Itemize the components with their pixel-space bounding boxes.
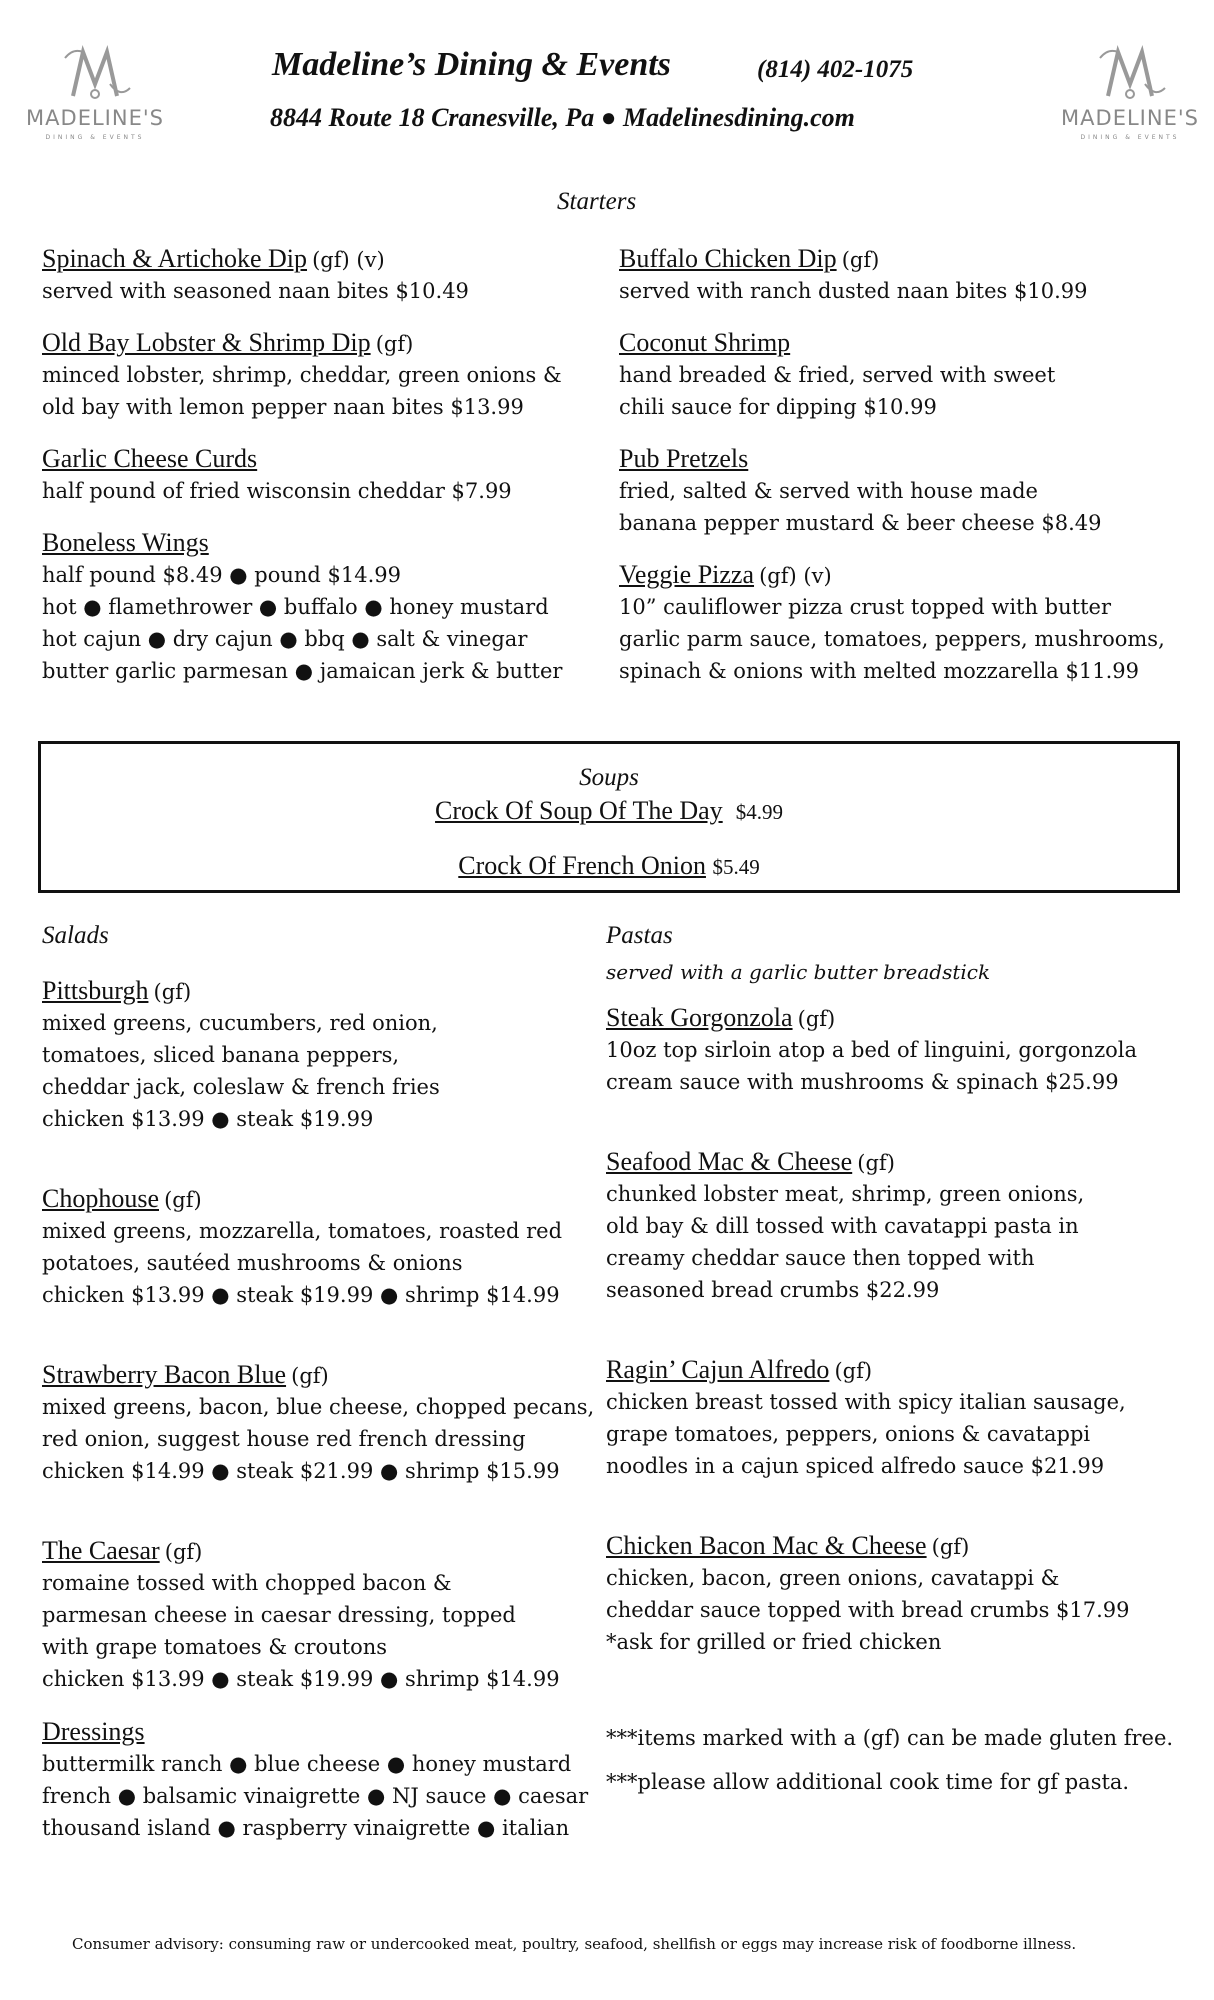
menu-item [619,442,1199,539]
menu-item-description: hot cajun ● dry cajun ● bbq ● salt & vinegar [42,627,528,651]
menu-item-description: 10oz top sirloin atop a bed of linguini, gorgonzola [606,1038,1138,1062]
monogram-icon [25,44,165,104]
menu-item-description: seasoned bread crumbs $22.99 [606,1278,940,1302]
menu-item-name: Buffalo Chicken Dip [619,244,837,273]
menu-item-description: old bay & dill tossed with cavatappi pasta in [606,1214,1079,1238]
menu-item [42,1358,602,1487]
menu-item-description: spinach & onions with melted mozzarella $11.99 [619,659,1139,683]
menu-item-header [619,442,1199,475]
menu-item-description: butter garlic parmesan ● jamaican jerk & butter [42,659,563,683]
menu-item [42,526,602,687]
menu-item-description: grape tomatoes, peppers, onions & cavatappi [606,1422,1091,1446]
logo-left [25,44,165,149]
menu-item-description: 10” cauliflower pizza crust topped with butter [619,595,1111,619]
menu-item-description: buttermilk ranch ● blue cheese ● honey mustard [42,1752,572,1776]
menu-item-header [42,526,602,559]
menu-item-description: chicken $13.99 ● steak $19.99 ● shrimp $14.99 [42,1283,560,1307]
logo-right [1060,44,1200,149]
menu-item [606,1001,1196,1098]
starters-left-column [42,242,602,687]
menu-item [42,974,602,1135]
menu-item [606,1145,1196,1306]
pastas-heading: Pastas [606,922,673,949]
logo-subtitle: DINING & EVENTS [45,134,145,141]
menu-item-header [606,1529,1196,1562]
menu-item-name: Ragin’ Cajun Alfredo [606,1355,830,1384]
menu-item-header [42,1358,602,1391]
menu-item-description: cheddar sauce topped with bread crumbs $17.99 [606,1598,1130,1622]
menu-item-tag: (gf) (v) [312,248,385,272]
menu-item-description: served with ranch dusted naan bites $10.99 [619,279,1088,303]
menu-item-header [606,1145,1196,1178]
menu-item-name: Veggie Pizza [619,560,755,589]
menu-item-tag: (gf) [797,1007,836,1031]
menu-item-description: parmesan cheese in caesar dressing, topped [42,1603,516,1627]
menu-item-description: mixed greens, mozzarella, tomatoes, roasted red [42,1219,563,1243]
menu-item [42,326,602,423]
soup-price: $5.49 [712,855,760,879]
menu-item-name: Pub Pretzels [619,444,749,473]
menu-item-tag: (gf) [164,1540,203,1564]
menu-item-name: Pittsburgh [42,976,149,1005]
menu-item-tag: (gf) [375,332,414,356]
menu-item [42,1182,602,1311]
menu-item-header [619,326,1199,359]
menu-item-header [42,242,602,275]
menu-item-description: garlic parm sauce, tomatoes, peppers, mushrooms, [619,627,1165,651]
menu-item-tag: (gf) [841,248,880,272]
menu-item-description: hand breaded & fried, served with sweet [619,363,1056,387]
menu-item [606,1529,1196,1658]
menu-item-description: chili sauce for dipping $10.99 [619,395,937,419]
soup-price: $4.99 [735,800,783,824]
menu-item-name: Garlic Cheese Curds [42,444,258,473]
menu-item-tag: (gf) (v) [759,564,832,588]
menu-item [619,558,1199,687]
restaurant-name: Madeline’s Dining & Events [272,46,671,83]
menu-item [619,326,1199,423]
menu-item-description: mixed greens, cucumbers, red onion, [42,1011,438,1035]
logo-wordmark: MADELINE'S [1061,106,1199,130]
monogram-icon [1060,44,1200,104]
menu-item-tag: (gf) [931,1535,970,1559]
menu-item-header [42,974,602,1007]
menu-item-description: mixed greens, bacon, blue cheese, chopped pecans, [42,1395,595,1419]
soups-box [38,741,1180,893]
salads-heading: Salads [42,922,109,949]
menu-item [606,1353,1196,1482]
menu-item-name: Dressings [42,1717,145,1746]
menu-item-header [42,326,602,359]
menu-item-description: served with seasoned naan bites $10.49 [42,279,469,303]
menu-item [42,442,602,507]
menu-item-description: hot ● flamethrower ● buffalo ● honey mustard [42,595,549,619]
soup-name: Crock Of Soup Of The Day [435,796,723,825]
menu-item-header [42,1182,602,1215]
menu-item-description: chicken, bacon, green onions, cavatappi & [606,1566,1060,1590]
menu-item-name: Steak Gorgonzola [606,1003,793,1032]
menu-item-tag: (gf) [857,1151,895,1175]
menu-item-name: Boneless Wings [42,528,209,557]
menu-item-description: cheddar jack, coleslaw & french fries [42,1075,440,1099]
menu-item-description: romaine tossed with chopped bacon & [42,1571,452,1595]
menu-item [42,1715,602,1844]
menu-item-header [42,1534,602,1567]
logo-subtitle: DINING & EVENTS [1080,134,1180,141]
menu-item-description: thousand island ● raspberry vinaigrette ● italian [42,1816,570,1840]
soup-item [41,849,1177,884]
menu-item-tag: (gf) [834,1359,873,1383]
menu-item-name: Strawberry Bacon Blue [42,1360,287,1389]
menu-item-description: chicken breast tossed with spicy italian sausage, [606,1390,1126,1414]
pastas-column [606,1001,1196,1658]
menu-item-tag: (gf) [164,1188,202,1212]
menu-item-description: creamy cheddar sauce then topped with [606,1246,1035,1270]
menu-item-header [42,1715,602,1748]
phone-number: (814) 402-1075 [757,56,914,83]
menu-item-header [606,1353,1196,1386]
pastas-subheading: served with a garlic butter breadstick [606,960,991,984]
menu-item [42,1534,602,1695]
menu-item-description: banana pepper mustard & beer cheese $8.49 [619,511,1102,535]
soups-heading: Soups [579,764,639,791]
soup-name: Crock Of French Onion [458,851,706,880]
menu-item-description: minced lobster, shrimp, cheddar, green onions & [42,363,562,387]
menu-item [42,242,602,307]
consumer-advisory: Consumer advisory: consuming raw or undercooked meat, poultry, seafood, shellfish or eggs may increase risk of foodborne illness. [72,1935,1077,1953]
menu-item-description: tomatoes, sliced banana peppers, [42,1043,400,1067]
menu-item-name: Seafood Mac & Cheese [606,1147,853,1176]
menu-item-name: Spinach & Artichoke Dip [42,244,308,273]
menu-item-name: The Caesar [42,1536,160,1565]
menu-item-description: half pound $8.49 ● pound $14.99 [42,563,401,587]
menu-item-description: noodles in a cajun spiced alfredo sauce $21.99 [606,1454,1105,1478]
starters-heading: Starters [557,188,637,215]
menu-item-name: Coconut Shrimp [619,328,791,357]
menu-item-name: Chicken Bacon Mac & Cheese [606,1531,927,1560]
starters-right-column [619,242,1199,687]
menu-item-header [619,242,1199,275]
menu-item-header [42,442,602,475]
menu-item-description: french ● balsamic vinaigrette ● NJ sauce ● caesar [42,1784,589,1808]
menu-item-description: old bay with lemon pepper naan bites $13.99 [42,395,524,419]
menu-item-tag: (gf) [291,1364,329,1388]
menu-item-description: red onion, suggest house red french dressing [42,1427,526,1451]
menu-item [619,242,1199,307]
menu-item-description: chunked lobster meat, shrimp, green onions, [606,1182,1085,1206]
menu-item-description: chicken $14.99 ● steak $21.99 ● shrimp $15.99 [42,1459,560,1483]
menu-item-description: *ask for grilled or fried chicken [606,1630,942,1654]
logo-wordmark: MADELINE'S [26,106,164,130]
address-website: 8844 Route 18 Cranesville, Pa ● Madelinesdining.com [270,103,855,132]
gluten-free-note: ***items marked with a (gf) can be made gluten free. [606,1726,1174,1750]
menu-item-name: Chophouse [42,1184,159,1213]
menu-item-description: with grape tomatoes & croutons [42,1635,388,1659]
salads-column [42,974,602,1844]
menu-item-name: Old Bay Lobster & Shrimp Dip [42,328,371,357]
soup-item [41,794,1177,829]
menu-item-description: chicken $13.99 ● steak $19.99 ● shrimp $14.99 [42,1667,560,1691]
menu-item-description: fried, salted & served with house made [619,479,1038,503]
menu-item-header [619,558,1199,591]
menu-item-tag: (gf) [153,980,192,1004]
menu-item-description: half pound of fried wisconsin cheddar $7.99 [42,479,512,503]
menu-item-header [606,1001,1196,1034]
menu-item-description: cream sauce with mushrooms & spinach $25.99 [606,1070,1119,1094]
menu-item-description: potatoes, sautéed mushrooms & onions [42,1251,463,1275]
menu-item-description: chicken $13.99 ● steak $19.99 [42,1107,374,1131]
cook-time-note: ***please allow additional cook time for gf pasta. [606,1770,1130,1794]
